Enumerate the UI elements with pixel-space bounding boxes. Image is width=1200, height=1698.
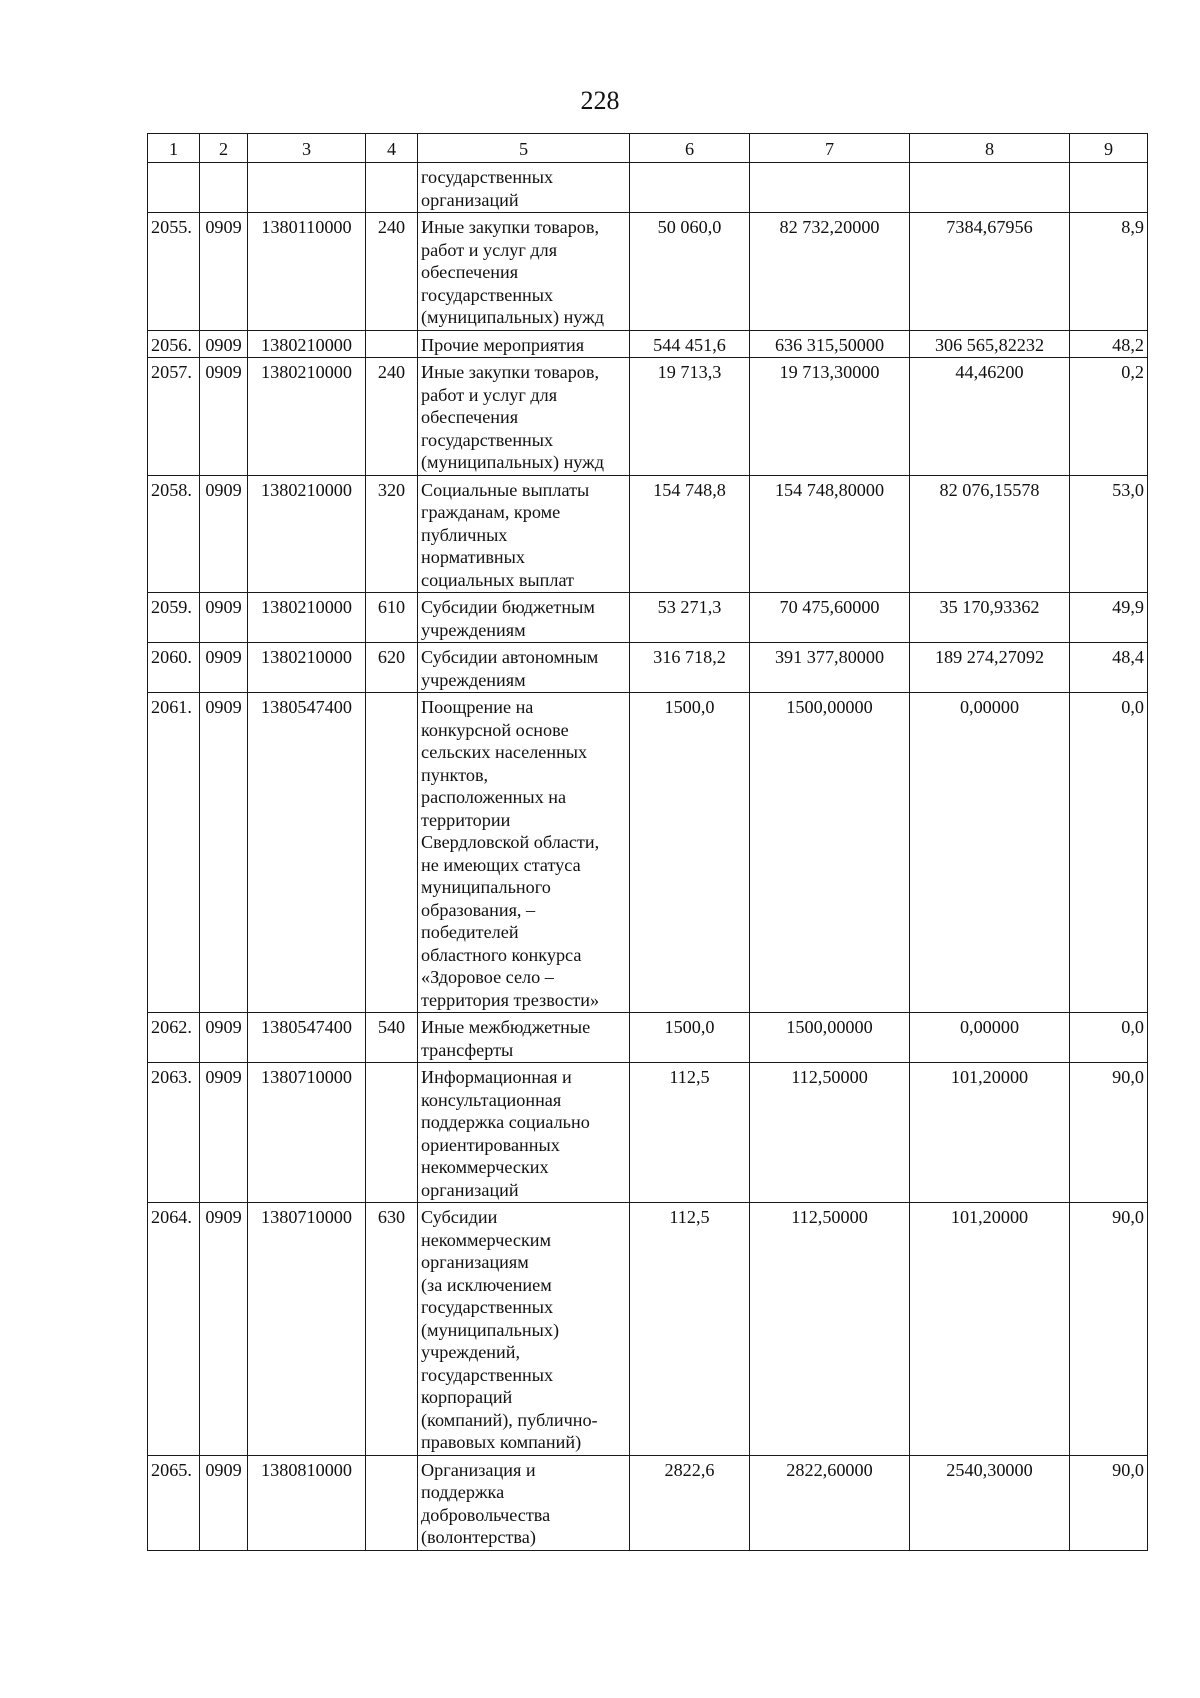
expense-type-cell: 240 <box>366 213 418 331</box>
row-number-cell: 2062. <box>148 1013 200 1063</box>
table-row <box>148 163 1148 213</box>
expense-type-cell: 630 <box>366 1203 418 1456</box>
plan-value-cell <box>630 163 750 213</box>
plan-value-cell: 2822,6 <box>630 1455 750 1550</box>
percent-cell: 53,0 <box>1070 475 1148 593</box>
refined-plan-cell: 19 713,30000 <box>750 358 910 476</box>
table-row <box>148 1203 1148 1456</box>
description-cell: Субсидии бюджетным учреждениям <box>418 593 630 643</box>
row-number-cell: 2065. <box>148 1455 200 1550</box>
refined-plan-cell: 154 748,80000 <box>750 475 910 593</box>
executed-value-cell: 35 170,93362 <box>910 593 1070 643</box>
section-code-cell: 0909 <box>200 330 248 358</box>
target-article-cell: 1380210000 <box>248 593 366 643</box>
section-code-cell: 0909 <box>200 213 248 331</box>
section-code-cell: 0909 <box>200 1013 248 1063</box>
percent-cell: 90,0 <box>1070 1063 1148 1203</box>
section-code-cell: 0909 <box>200 643 248 693</box>
expense-type-cell: 620 <box>366 643 418 693</box>
plan-value-cell: 316 718,2 <box>630 643 750 693</box>
expense-type-cell <box>366 163 418 213</box>
target-article-cell: 1380210000 <box>248 330 366 358</box>
description-cell: Поощрение на конкурсной основе сельских населенных пунктов, расположенных на территории Свердловской области, не имеющих статуса муниципального образования, – победителей областного конкурса «Здоровое село – территория трезвости» <box>418 693 630 1013</box>
expense-type-cell: 540 <box>366 1013 418 1063</box>
target-article-cell: 1380210000 <box>248 643 366 693</box>
row-number-cell: 2059. <box>148 593 200 643</box>
percent-cell: 0,0 <box>1070 1013 1148 1063</box>
percent-cell <box>1070 163 1148 213</box>
percent-cell: 49,9 <box>1070 593 1148 643</box>
column-header: 8 <box>910 134 1070 163</box>
executed-value-cell: 82 076,15578 <box>910 475 1070 593</box>
executed-value-cell: 0,00000 <box>910 1013 1070 1063</box>
section-code-cell <box>200 163 248 213</box>
description-cell: государственных организаций <box>418 163 630 213</box>
plan-value-cell: 53 271,3 <box>630 593 750 643</box>
percent-cell: 0,2 <box>1070 358 1148 476</box>
budget-table <box>147 133 1148 1551</box>
refined-plan-cell: 70 475,60000 <box>750 593 910 643</box>
table-row <box>148 593 1148 643</box>
row-number-cell <box>148 163 200 213</box>
plan-value-cell: 154 748,8 <box>630 475 750 593</box>
table-row <box>148 1013 1148 1063</box>
section-code-cell: 0909 <box>200 475 248 593</box>
percent-cell: 48,4 <box>1070 643 1148 693</box>
expense-type-cell <box>366 693 418 1013</box>
target-article-cell: 1380210000 <box>248 358 366 476</box>
column-header: 9 <box>1070 134 1148 163</box>
description-cell: Субсидии некоммерческим организациям (за исключением государственных (муниципальных) учреждений, государственных корпораций (компаний), публично- правовых компаний) <box>418 1203 630 1456</box>
target-article-cell: 1380547400 <box>248 1013 366 1063</box>
target-article-cell: 1380710000 <box>248 1063 366 1203</box>
column-header: 4 <box>366 134 418 163</box>
section-code-cell: 0909 <box>200 593 248 643</box>
page-number: 228 <box>580 86 620 115</box>
refined-plan-cell: 1500,00000 <box>750 1013 910 1063</box>
row-number-cell: 2063. <box>148 1063 200 1203</box>
column-header: 5 <box>418 134 630 163</box>
row-number-cell: 2064. <box>148 1203 200 1456</box>
row-number-cell: 2056. <box>148 330 200 358</box>
description-cell: Социальные выплаты гражданам, кроме публичных нормативных социальных выплат <box>418 475 630 593</box>
description-cell: Иные закупки товаров, работ и услуг для обеспечения государственных (муниципальных) нужд <box>418 213 630 331</box>
section-code-cell: 0909 <box>200 693 248 1013</box>
plan-value-cell: 1500,0 <box>630 1013 750 1063</box>
row-number-cell: 2060. <box>148 643 200 693</box>
column-header: 2 <box>200 134 248 163</box>
executed-value-cell: 101,20000 <box>910 1063 1070 1203</box>
expense-type-cell: 610 <box>366 593 418 643</box>
column-header: 7 <box>750 134 910 163</box>
column-header: 6 <box>630 134 750 163</box>
refined-plan-cell: 636 315,50000 <box>750 330 910 358</box>
refined-plan-cell <box>750 163 910 213</box>
header-row <box>148 134 1148 163</box>
row-number-cell: 2058. <box>148 475 200 593</box>
plan-value-cell: 1500,0 <box>630 693 750 1013</box>
executed-value-cell: 189 274,27092 <box>910 643 1070 693</box>
percent-cell: 0,0 <box>1070 693 1148 1013</box>
plan-value-cell: 112,5 <box>630 1203 750 1456</box>
section-code-cell: 0909 <box>200 1455 248 1550</box>
description-cell: Иные межбюджетные трансферты <box>418 1013 630 1063</box>
row-number-cell: 2057. <box>148 358 200 476</box>
description-cell: Информационная и консультационная поддержка социально ориентированных некоммерческих организаций <box>418 1063 630 1203</box>
table-row <box>148 1063 1148 1203</box>
description-cell: Организация и поддержка добровольчества (волонтерства) <box>418 1455 630 1550</box>
executed-value-cell: 7384,67956 <box>910 213 1070 331</box>
executed-value-cell: 101,20000 <box>910 1203 1070 1456</box>
percent-cell: 90,0 <box>1070 1203 1148 1456</box>
table-row <box>148 358 1148 476</box>
executed-value-cell: 0,00000 <box>910 693 1070 1013</box>
expense-type-cell <box>366 1063 418 1203</box>
executed-value-cell <box>910 163 1070 213</box>
refined-plan-cell: 112,50000 <box>750 1063 910 1203</box>
row-number-cell: 2055. <box>148 213 200 331</box>
plan-value-cell: 544 451,6 <box>630 330 750 358</box>
target-article-cell: 1380710000 <box>248 1203 366 1456</box>
refined-plan-cell: 1500,00000 <box>750 693 910 1013</box>
description-cell: Иные закупки товаров, работ и услуг для обеспечения государственных (муниципальных) нужд <box>418 358 630 476</box>
column-header: 3 <box>248 134 366 163</box>
table-row <box>148 213 1148 331</box>
target-article-cell <box>248 163 366 213</box>
refined-plan-cell: 82 732,20000 <box>750 213 910 331</box>
executed-value-cell: 44,46200 <box>910 358 1070 476</box>
table-row <box>148 330 1148 358</box>
expense-type-cell: 240 <box>366 358 418 476</box>
column-header: 1 <box>148 134 200 163</box>
table-row <box>148 1455 1148 1550</box>
executed-value-cell: 306 565,82232 <box>910 330 1070 358</box>
table-row <box>148 643 1148 693</box>
refined-plan-cell: 391 377,80000 <box>750 643 910 693</box>
plan-value-cell: 112,5 <box>630 1063 750 1203</box>
expense-type-cell <box>366 1455 418 1550</box>
refined-plan-cell: 2822,60000 <box>750 1455 910 1550</box>
description-cell: Прочие мероприятия <box>418 330 630 358</box>
target-article-cell: 1380547400 <box>248 693 366 1013</box>
target-article-cell: 1380210000 <box>248 475 366 593</box>
plan-value-cell: 19 713,3 <box>630 358 750 476</box>
percent-cell: 8,9 <box>1070 213 1148 331</box>
section-code-cell: 0909 <box>200 1203 248 1456</box>
target-article-cell: 1380810000 <box>248 1455 366 1550</box>
percent-cell: 90,0 <box>1070 1455 1148 1550</box>
table-row <box>148 693 1148 1013</box>
section-code-cell: 0909 <box>200 1063 248 1203</box>
section-code-cell: 0909 <box>200 358 248 476</box>
target-article-cell: 1380110000 <box>248 213 366 331</box>
executed-value-cell: 2540,30000 <box>910 1455 1070 1550</box>
expense-type-cell: 320 <box>366 475 418 593</box>
plan-value-cell: 50 060,0 <box>630 213 750 331</box>
description-cell: Субсидии автономным учреждениям <box>418 643 630 693</box>
percent-cell: 48,2 <box>1070 330 1148 358</box>
table-body <box>148 163 1148 1551</box>
row-number-cell: 2061. <box>148 693 200 1013</box>
refined-plan-cell: 112,50000 <box>750 1203 910 1456</box>
table-row <box>148 475 1148 593</box>
expense-type-cell <box>366 330 418 358</box>
